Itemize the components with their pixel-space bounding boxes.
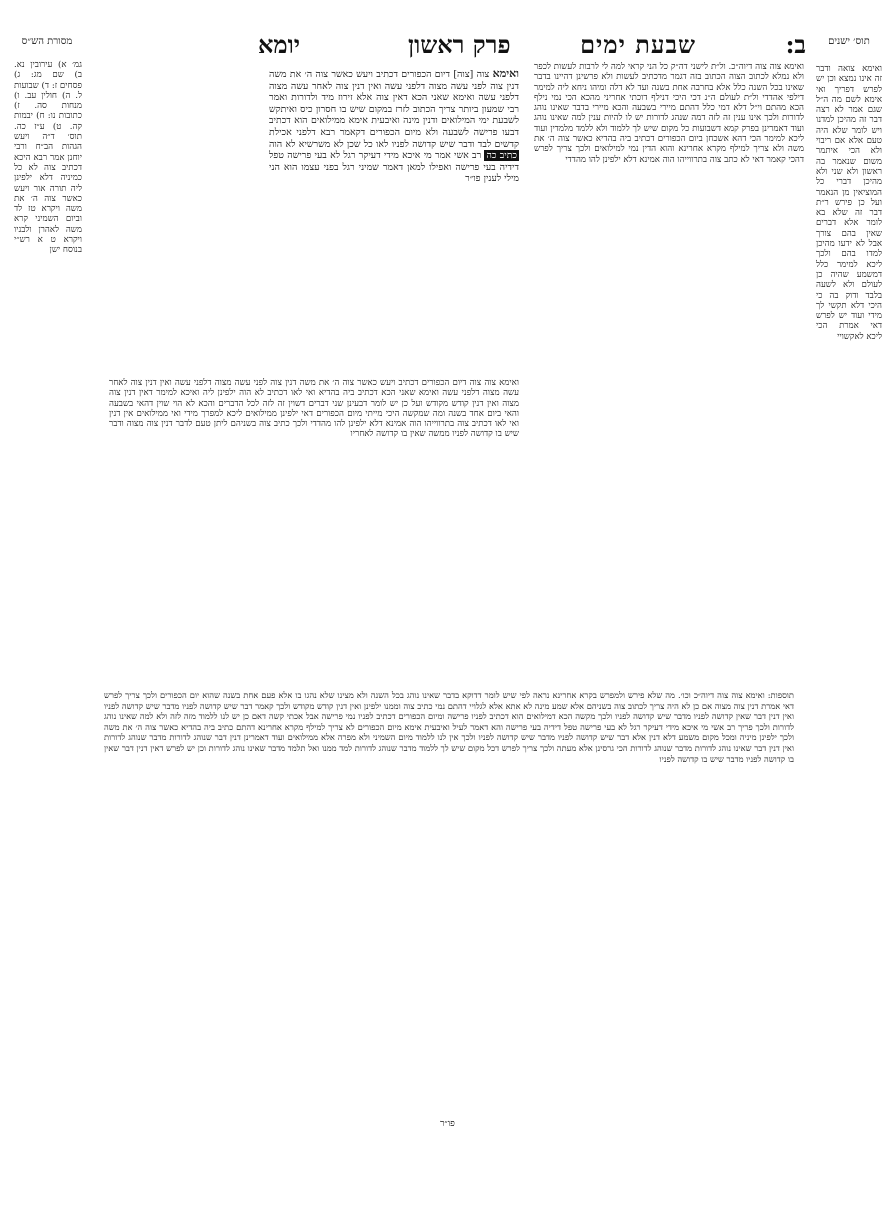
footer-mark: פו״ר — [440, 1119, 455, 1129]
tractate-name: יומא — [258, 30, 301, 59]
tosafot-yeshanim-column — [816, 64, 882, 944]
page-header — [78, 30, 816, 60]
masoret-column — [14, 60, 82, 940]
commentary-bottom-text: תוספות: ואימא צוה צוה דיוה״כ וכו׳. מה שלא פירש ולמפרש בקרא אחרינא נראה לפי שיש לומר דדוקא בדבר שאינו נוהג בכל השנה ולא מצינו שלא נהגו בו אלא פעם אחת בשנה שהוא יום הכפורים ולכך צריך לפרש דאי אמרת דנין צוה מצוה אם כן לא היה צריך לכתוב צוה בשניהם אלא שמע מינה לא אתא אלא לגלויי דהתם נמי כתיב צוה וממנו ילפינן ואין דנין קודש מקודש ולכך קאמר דבר שיש קדושה לפניו מדבר שיש קדושה לפניו ואין דנין דבר שאין קדושה לפניו מדבר שיש קדושה לפניו ולכך מקשה הכא דמילואים הוא דכתיב לפניו פרישה ומיום הכפורים דכתיב לפניו נמי פרישה אבל אכתי קשה דאם כן יש לנו ללמוד מזה לזה ולא למה שאינו נוהג לדורות ולכך פריך רב אשי מי איכא מידי דעיקר רגל לא בעי פרישה טפל דידיה בעי פרישה והא דאמר לעיל ואיבעית אימא מיום הכפורים לא צריך למילף מקרא אחרינא דהתם כתיב ביה בהדיא כאשר צוה ה׳ את משה ולכך ילפינן מיניה ומכל מקום משמע דלא דנין אלא דבר שיש קדושה לפניו מדבר שיש קדושה לפניו ולכך אין לנו ללמוד מיום השמיני ולא מפרה אלא ממילואים ועוד דאמרינן דנין דבר שנוהג לדורות מדבר שנוהג לדורות ואין דנין דבר שאינו נוהג לדורות מדבר שנוהג לדורות הכי גרסינן אלא מעתה ולכך צריך לפרש דכל מקום שיש לך ללמוד מדבר שנוהג לדורות למד ממנו ואל תלמד מדבר שאינו נוהג לדורות וכן יש לפרש דאין דנין דבר שאין בו קדושה לפניו מדבר שיש בו קדושה לפניו — [104, 690, 794, 764]
commentary-bottom — [104, 690, 794, 1130]
masoret-text: גמ׳ א) עירובין נא. ב) שם מג: ג) פסחים ז: ד) שבועות ל. ה) חולין עב. ו) מנחות סה. ז) כתובות נו: ח) יבמות קה. ט) ע״ז כה. תוס׳ ד״ה ויעש הגהות הב״ח ורבי יוחנן אמר רבא היכא דכתיב צוה לא כל כמיניה דלא ילפינן ליה תורה אור ויעש כאשר צוה ה׳ את משה ויקרא טז לד וביום השמיני קרא משה לאהרן ולבניו ויקרא ט א רש״י בנוסח ישן — [14, 60, 82, 256]
chapter-name: שבעת ימים — [580, 30, 696, 59]
tosafot-text: ואימא צוה צוה דיום הכפורים דכתיב ויעש כאשר צוה ה׳ את משה דנין צוה לפני עשה מצוה דלפני עשה ואין דנין צוה לאחר עשה מצוה דלפני עשה ואימא שאני הכא דכתיב ביה בהדיא ואי לאו דכתיב לא הוה ילפינן ליה ואיכא למימר דאין דנין צוה מצוה ואין דנין קודש מקודש ועל כן יש לומר דבעינן שני דברים דשוין זה לזה לכל הדברים והכא לא הוי שוין דהאי בשבעה והאי ביום אחד בשנה ומה שמקשה היכי מייתי מיום הכפורים דאי ילפינן ממילואים ליכא למפרך מידי ואי ממילואים אין דנין ואי לאו דכתיב צוה בתרווייהו הוה אמינא דלא ילפינן להו מהדדי ולכך כתיב צוה בשניהם ליתן טעם לדבר דנין צוה מצוה ודבר שיש בו קדושה לפניו ממשה שאין בו קדושה לאחריו — [109, 378, 519, 440]
gemara-column — [269, 68, 519, 378]
chapter-number: פרק ראשון — [408, 30, 511, 59]
gemara-opening-word: ואימא — [492, 68, 519, 80]
gemara-body: צוה [צוה] דיום הכפורים דכתיב ויעש כאשר צוה ה׳ את משה דנין צוה לפני עשה מצוה דלפני עשה ואין דנין צוה לאחר עשה מצוה דלפני עשה ואימא שאני הכא דאין צוה אלא זירוז מיד ולדורות ואמר רבי שמעון ביותר צריך הכתוב לזרז במקום שיש בו חסרון כיס ואיתקש לשבעת ימי המילואים ודנין מינה ואיבעית אימא ממילואים הוא דכתיב דבעו פרישה לשבעה ולא מיום הכפורים דקאמר רבא דלפני אכילת קדשים לבד ודבר שיש קדושה לפניו לאו כל שכן לא משרשיא לא הוה — [269, 69, 519, 150]
masoret-hashas-label: מסורת הש״ס — [21, 36, 73, 47]
rashi-text: ואימא צוה צוה דיוה״כ. ול״ת לישני דה״ק כל הני קראי למה לי לרבות לעשות לכפר ולא נמלא לכתוב הצוה הכתוב בזה דגמר מדכתיב לעשות ולא פרשינן דהיינו בדבר שאינו בכל השנה כלל אלא בחרבה אחת בשנה ועד לא דלה ומיהו ניחא ליה למימר דילפי אהדדי ול״ת לעולם ה״נ דכי היכי דנילף דוכתי אחריני מהכא הכי נמי נילף הכא מהתם וי״ל דלא דמי כלל דהתם מיירי בשבעה והכא מיירי בדבר שאינו נוהג לדורות ולכך אינו ענין זה לזה דמה שנהג לדורות יש לו להיות ענין למה שאינו נוהג ועוד דאמרינן בפרק קמא דשבועות כל מקום שיש לך ללמוד ולא ללמד מלמדין ועוד ליכא למימר הכי דהא אשכחן ביום הכפורים דכתיב ביה בהדיא כאשר צוה ה׳ את משה ולא צריך למילף מקרא אחרינא והוא הדין נמי למילואים ולכך צריך לפרש דהכי קאמר דאי לא כתב צוה בתרווייהו הוה אמינא דלא ילפינן להו מהדדי — [534, 62, 804, 165]
rashi-column — [534, 62, 804, 682]
daf-number: ב: — [785, 30, 806, 59]
tosafot-yeshanim-label: תוס׳ ישנים — [828, 36, 870, 47]
tosafot-column — [109, 378, 519, 678]
tosafot-yeshanim-text: ואימא צואה ודבר זה אינו נמצא וכן יש לפרש דפריך ואי אימא לשם מה ה״ל שגם אמר לא רצה דבר זה מהיכן למדנו ויש לומר שלא היה טעם אלא אם ריבוי ולא הכי איתמר משום שנאמר בה ראשון ולא שני ולא מהיכן דברי כל המוציאין מן הנאמר ועל כן פירש ר״ת דבר זה שלא בא לומר אלא דברים שאין בהם צורך אבל לא ידעו מהיכן למדו בהם ולכך ליכא למימר כלל דמשמע שהיה כן לעולם ולא לשעה בלבד ודוק בה כי היכי דלא תקשי לך מידי ועוד יש לפרש דאי אמרת הכי ליכא לאקשויי — [816, 64, 882, 342]
gemara-tail: רב אשי אמר מי איכא מידי דעיקר רגל לא בעי פרישה טפל דידיה בעי פרישה ואפילו למאן דאמר שמיני רגל בפני עצמו הוא הני מילי לענין פו״ר — [269, 150, 519, 185]
gemara-boxed-phrase: כתיב כה — [486, 150, 517, 162]
